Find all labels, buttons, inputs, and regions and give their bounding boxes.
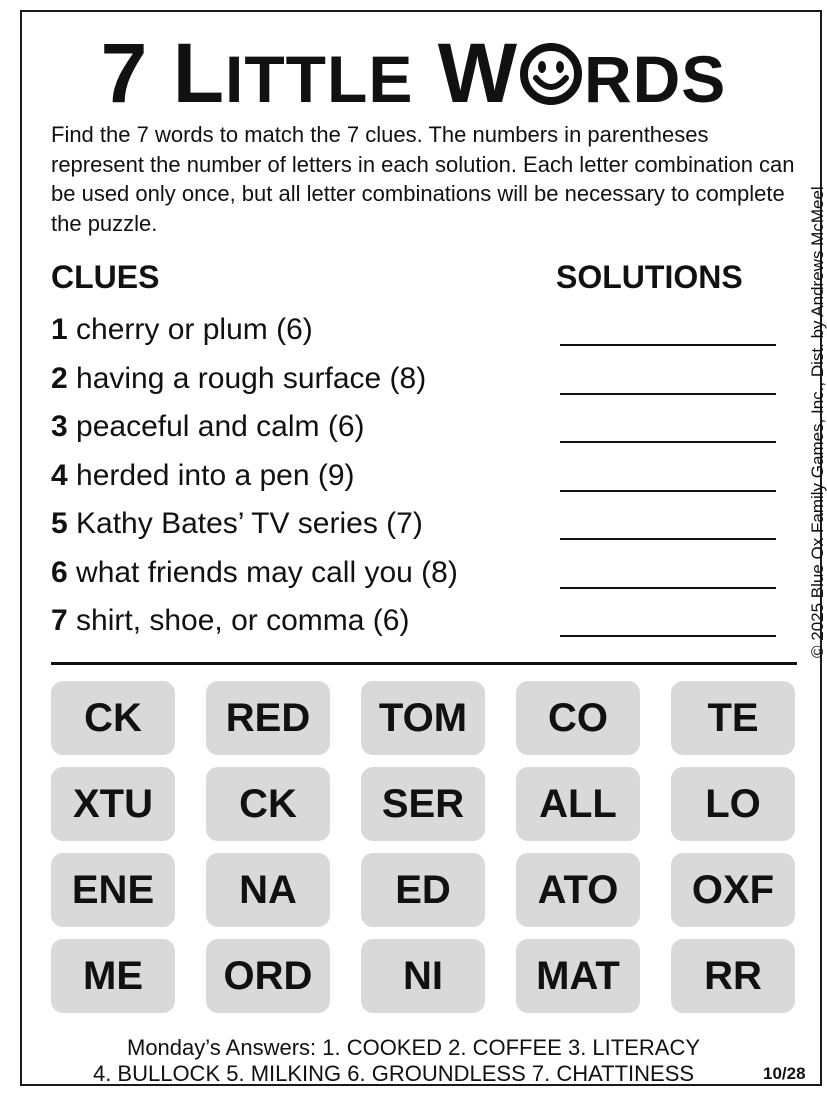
solution-blank-2[interactable] xyxy=(560,393,776,395)
letter-tile[interactable]: TOM xyxy=(361,681,485,755)
clue-4 xyxy=(51,458,355,494)
letter-tile[interactable]: SER xyxy=(361,767,485,841)
answers-line-1: Monday’s Answers: 1. COOKED 2. COFFEE 3. LITERACY xyxy=(127,1035,700,1060)
clue-number: 5 xyxy=(51,507,68,540)
clue-number: 7 xyxy=(51,604,68,637)
clue-text: shirt, shoe, or comma (6) xyxy=(67,604,410,637)
letter-tile[interactable]: ME xyxy=(51,939,175,1013)
instructions-text: Find the 7 words to match the 7 clues. The numbers in parentheses represent the number of letters in each solution. Each letter combination can be used only once, but all letter combinations will be necessary to complete the puzzle. xyxy=(51,122,795,236)
letter-tile[interactable]: NA xyxy=(206,853,330,927)
letter-tile[interactable]: CO xyxy=(516,681,640,755)
clue-text: cherry or plum (6) xyxy=(67,313,313,346)
letter-tile[interactable]: CK xyxy=(51,681,175,755)
clue-text: having a rough surface (8) xyxy=(67,361,427,395)
puzzle-title xyxy=(0,28,827,124)
puzzle-date: 10/28 xyxy=(763,1064,806,1083)
clue-text: peaceful and calm (6) xyxy=(67,410,365,443)
letter-tile[interactable]: ED xyxy=(361,853,485,927)
letter-tile[interactable]: TE xyxy=(671,681,795,755)
solution-blank-1[interactable] xyxy=(560,344,776,346)
smiley-face-icon xyxy=(519,42,583,106)
clue-text: what friends may call you (8) xyxy=(67,555,458,589)
letter-tile[interactable]: ATO xyxy=(516,853,640,927)
clue-number: 1 xyxy=(51,313,68,346)
letter-tile[interactable]: RR xyxy=(671,939,795,1013)
clue-2 xyxy=(51,361,426,397)
clues-heading: CLUES xyxy=(51,259,160,295)
title-part-3: W xyxy=(437,26,518,120)
title-part-2: ITTLE xyxy=(225,42,414,116)
solution-blank-5[interactable] xyxy=(560,538,776,540)
solution-blank-7[interactable] xyxy=(560,635,776,637)
clue-7 xyxy=(51,603,409,639)
answers-line-2: 4. BULLOCK 5. MILKING 6. GROUNDLESS 7. CHATTINESS xyxy=(92,1061,695,1086)
letter-tile[interactable]: ALL xyxy=(516,767,640,841)
letter-tile[interactable]: RED xyxy=(206,681,330,755)
letter-tile[interactable]: ENE xyxy=(51,853,175,927)
clue-6 xyxy=(51,555,458,591)
clue-5 xyxy=(51,506,423,542)
letter-tile[interactable]: NI xyxy=(361,939,485,1013)
clue-number: 6 xyxy=(51,555,68,589)
solutions-heading: SOLUTIONS xyxy=(556,259,743,295)
solution-blank-4[interactable] xyxy=(560,490,776,492)
previous-answers xyxy=(0,1035,827,1087)
clue-3 xyxy=(51,409,365,445)
clue-number: 3 xyxy=(51,410,68,443)
title-part-4: RDS xyxy=(583,42,727,116)
copyright-notice: © 2025 Blue Ox Family Games, Inc., Dist. by Andrews McMeel xyxy=(808,186,827,658)
clue-1 xyxy=(51,312,313,348)
letter-tile[interactable]: XTU xyxy=(51,767,175,841)
solution-blank-3[interactable] xyxy=(560,441,776,443)
letter-tile[interactable]: LO xyxy=(671,767,795,841)
letter-tile[interactable]: CK xyxy=(206,767,330,841)
letter-tile[interactable]: ORD xyxy=(206,939,330,1013)
solution-blank-6[interactable] xyxy=(560,587,776,589)
title-part-1: 7 L xyxy=(100,26,226,120)
letter-tile[interactable]: OXF xyxy=(671,853,795,927)
clue-number: 2 xyxy=(51,361,68,395)
divider-line xyxy=(51,662,797,665)
clue-text: herded into a pen (9) xyxy=(67,458,355,492)
clue-number: 4 xyxy=(51,458,68,492)
letter-tile[interactable]: MAT xyxy=(516,939,640,1013)
clue-text: Kathy Bates’ TV series (7) xyxy=(67,507,423,540)
